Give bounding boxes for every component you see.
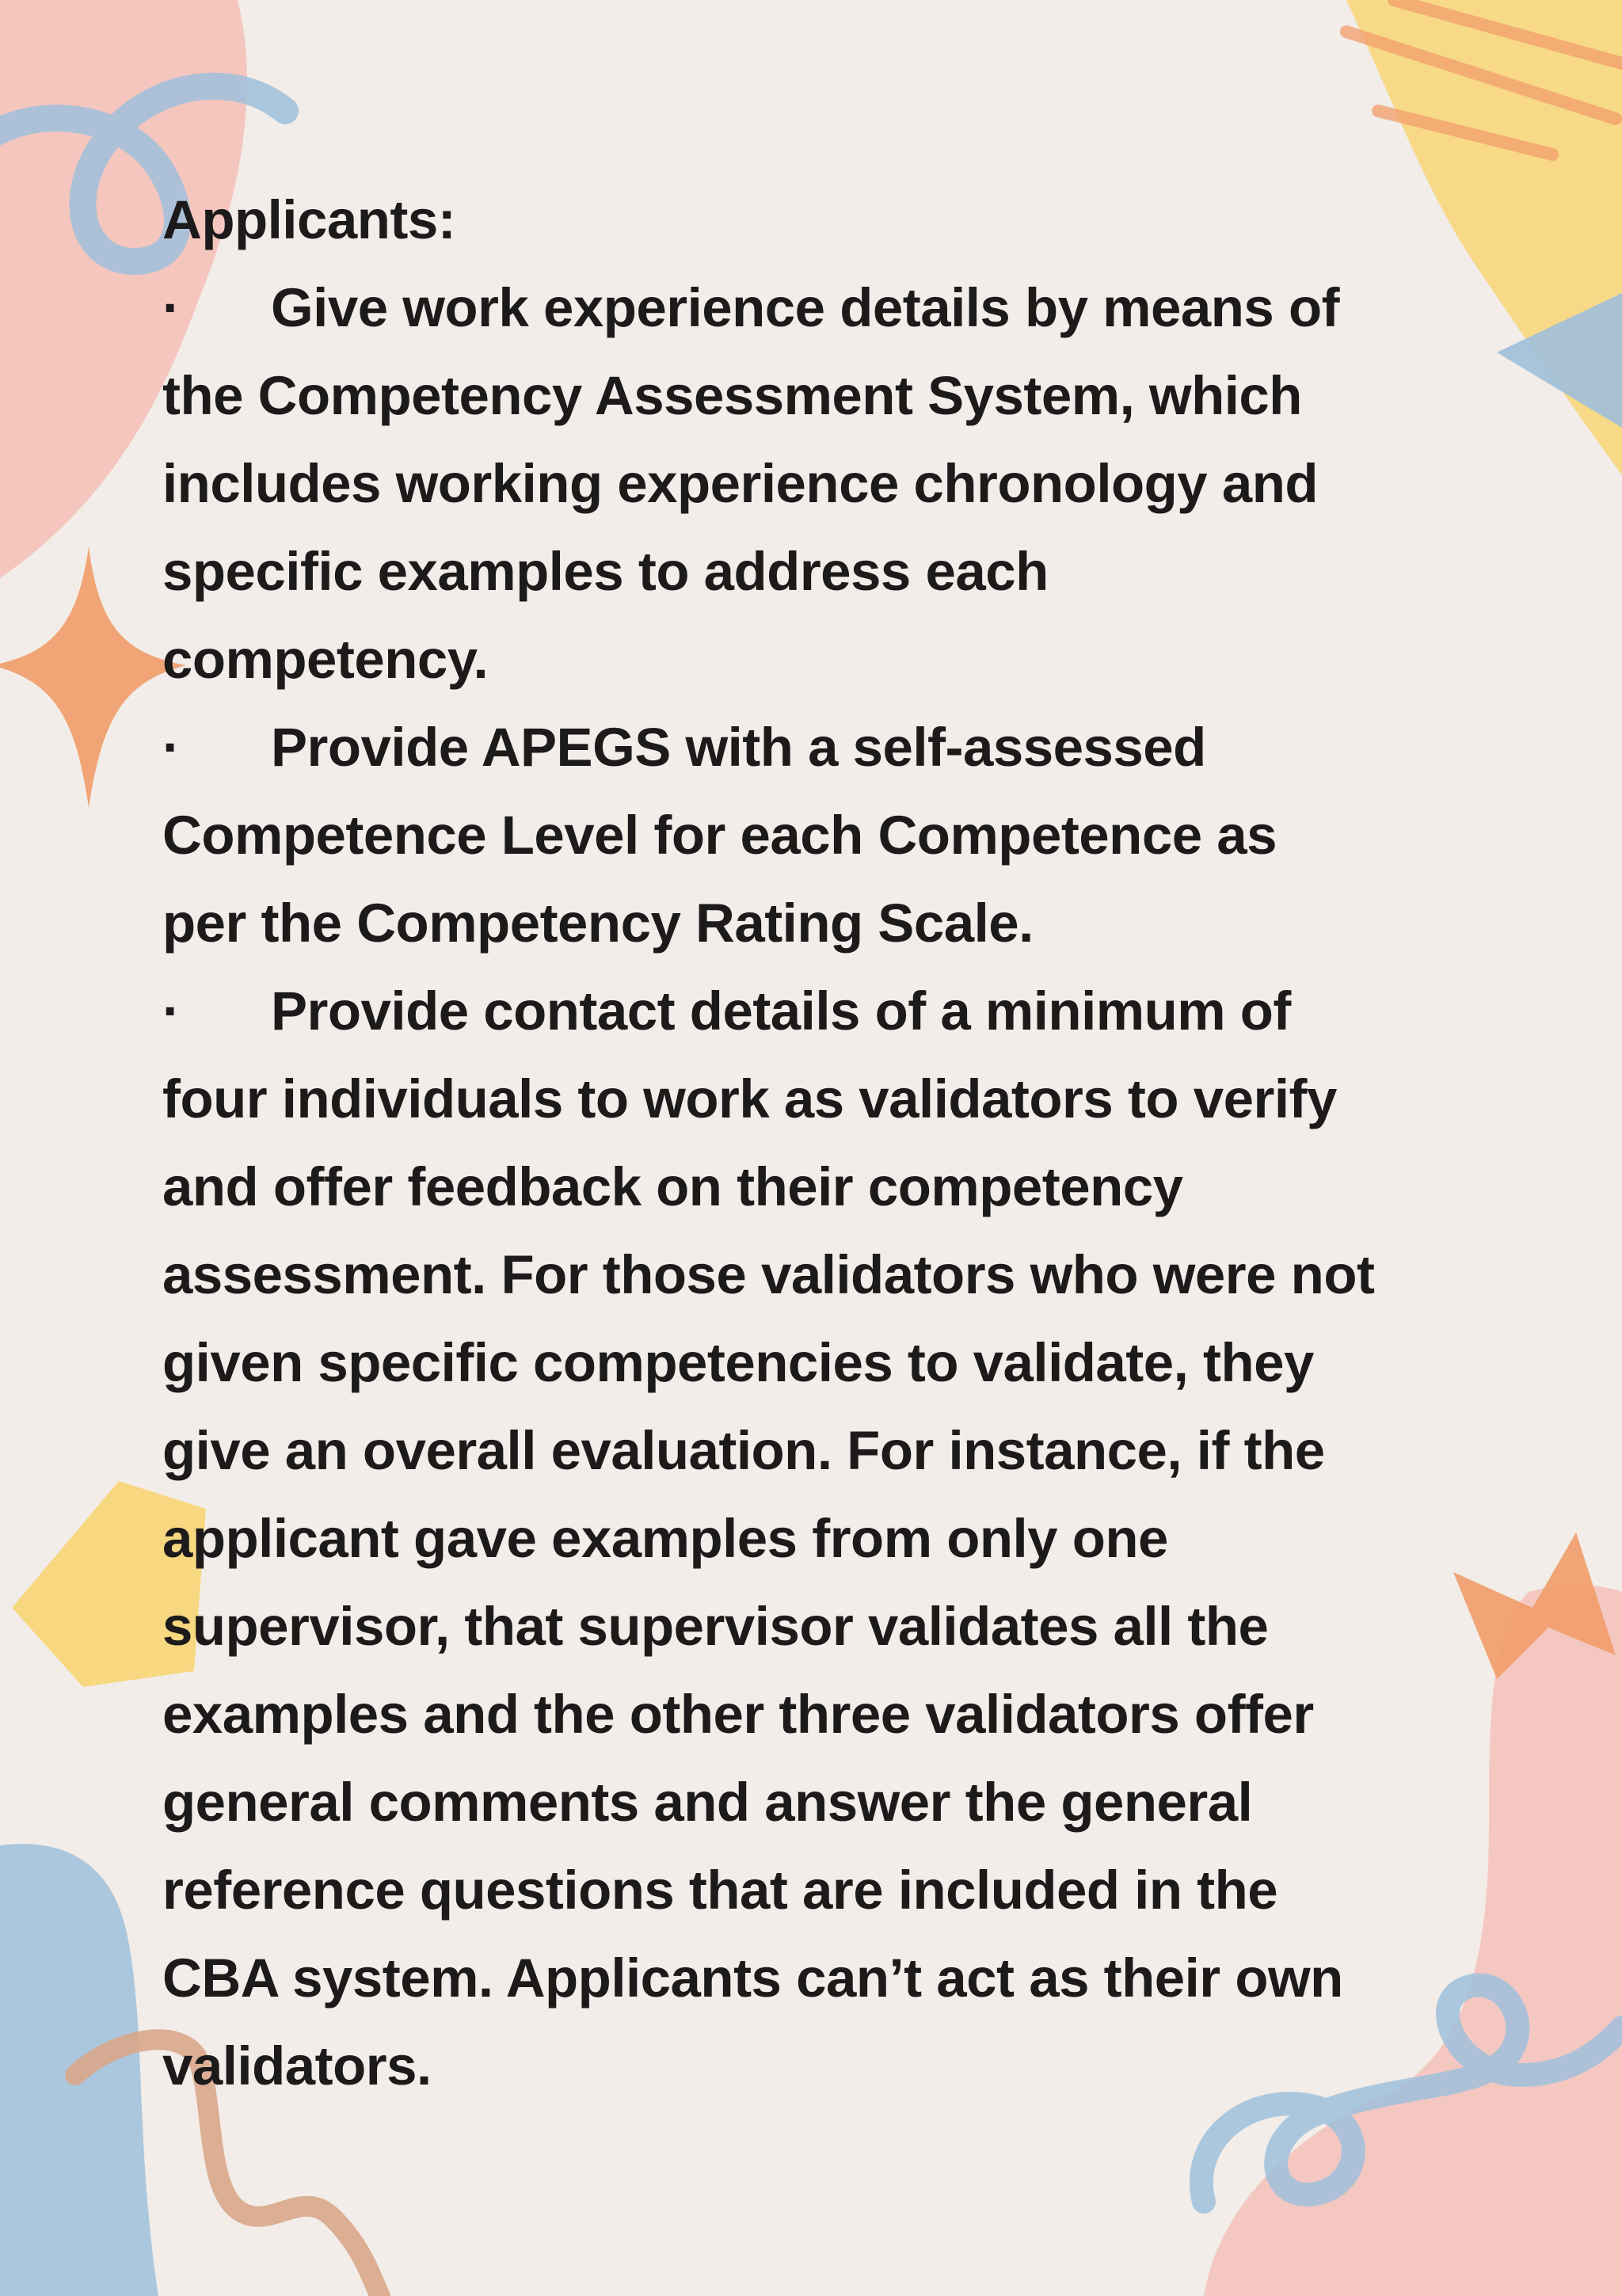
bullet-item-continuation-line: CBA system. Applicants can’t act as their own [162, 1948, 1343, 2009]
orange-sparkle [0, 546, 186, 808]
bullet-item-text: Provide APEGS with a self-assessed [271, 717, 1206, 778]
bullet-item-continuation-line: Competence Level for each Competence as [162, 805, 1277, 866]
bullet-item-continuation-line: the Competency Assessment System, which [162, 365, 1302, 426]
bullet-item-continuation-line: assessment. For those validators who were not [162, 1244, 1375, 1305]
bullet-point: · [162, 717, 181, 778]
bullet-item-continuation-line: examples and the other three validators offer [162, 1684, 1314, 1745]
bullet-item-continuation-line: reference questions that are included in the [162, 1860, 1278, 1921]
bullet-point: · [162, 980, 181, 1041]
bullet-point: · [162, 277, 181, 338]
bullet-item-continuation-line: and offer feedback on their competency [162, 1156, 1183, 1217]
bullet-item-first-line [162, 967, 1477, 1055]
bullet-item-continuation-line: includes working experience chronology and [162, 453, 1318, 514]
bullet-item-continuation-line: four individuals to work as validators to verify [162, 1068, 1337, 1129]
bullet-item-continuation-line: give an overall evaluation. For instance, if the [162, 1420, 1325, 1481]
bullet-item-text: Give work experience details by means of [271, 277, 1340, 338]
bullet-item-first-line [162, 703, 1477, 791]
bullet-item-continuation-line: general comments and answer the general [162, 1772, 1253, 1833]
applicants-text-block [162, 176, 1477, 2110]
bullet-item-continuation-line: validators. [162, 2035, 432, 2096]
bullet-item-continuation-line: competency. [162, 629, 489, 690]
bullet-item-text: Provide contact details of a minimum of [271, 980, 1291, 1041]
bullet-list [162, 264, 1477, 2110]
bullet-item-continuation-line: specific examples to address each [162, 541, 1049, 602]
bullet-item-first-line [162, 264, 1477, 352]
bullet-item-continuation-line: supervisor, that supervisor validates all the [162, 1596, 1269, 1657]
section-heading: Applicants: [162, 189, 456, 250]
bullet-item-continuation-line: per the Competency Rating Scale. [162, 893, 1034, 954]
bullet-item-continuation-line: applicant gave examples from only one [162, 1508, 1168, 1569]
bullet-item-continuation-line: given specific competencies to validate, they [162, 1332, 1314, 1393]
